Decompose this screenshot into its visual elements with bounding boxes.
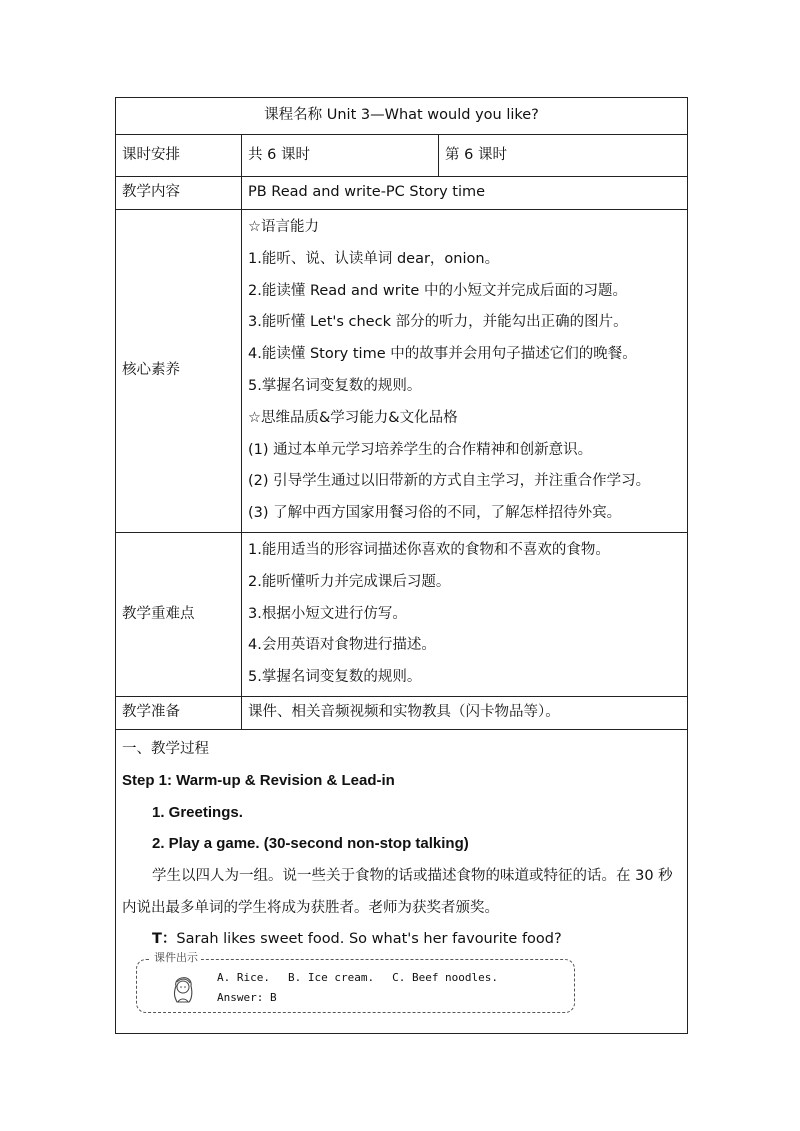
- core-literacy-label: 核心素养: [116, 210, 242, 533]
- difficulty-line: 2.能听懂听力并完成课后习题。: [248, 573, 451, 590]
- option-b: B. Ice cream.: [287, 971, 375, 985]
- schedule-current: 第 6 课时: [439, 135, 688, 177]
- difficulty-line: 1.能用适当的形容词描述你喜欢的食物和不喜欢的食物。: [248, 541, 610, 558]
- core-line: 1.能听、说、认读单词 dear，onion。: [248, 250, 500, 267]
- schedule-label: 课时安排: [116, 135, 242, 177]
- difficulty-line: 3.根据小短文进行仿写。: [248, 605, 407, 622]
- content-value: PB Read and write-PC Story time: [242, 177, 688, 210]
- prep-label: 教学准备: [116, 696, 242, 729]
- courseware-options: [217, 971, 516, 984]
- core-line: (2) 引导学生通过以旧带新的方式自主学习，并注重合作学习。: [248, 473, 651, 490]
- lesson-plan-table: [115, 97, 688, 1034]
- core-line: (1) 通过本单元学习培养学生的合作精神和创新意识。: [248, 441, 593, 458]
- girl-illustration-icon: [167, 970, 199, 1006]
- difficulty-line: 5.掌握名词变复数的规则。: [248, 669, 422, 686]
- option-c: C. Beef noodles.: [392, 971, 499, 985]
- core-line: 2.能读懂 Read and write 中的小短文并完成后面的习题。: [248, 282, 627, 299]
- courseware-answer: Answer: B: [217, 991, 277, 1005]
- step-item-game: 2. Play a game. (30-second non-stop talking): [152, 835, 469, 853]
- core-line: 5.掌握名词变复数的规则。: [248, 377, 422, 394]
- courseware-tag: 课件出示: [151, 951, 201, 964]
- step-item-greetings: 1. Greetings.: [152, 803, 243, 821]
- process-heading: 一、教学过程: [122, 740, 209, 757]
- teaching-process: [116, 729, 688, 1033]
- schedule-total: 共 6 课时: [242, 135, 439, 177]
- teacher-label: T：: [152, 930, 177, 947]
- step-1-heading: Step 1: Warm-up & Revision & Lead-in: [122, 772, 395, 790]
- prep-value: 课件、相关音频视频和实物教具（闪卡物品等）。: [242, 696, 688, 729]
- core-line: ☆语言能力: [248, 219, 319, 235]
- course-title: 课程名称 Unit 3—What would you like?: [116, 98, 688, 135]
- content-label: 教学内容: [116, 177, 242, 210]
- core-literacy-list: [242, 210, 688, 533]
- teacher-text: Sarah likes sweet food. So what's her favourite food?: [176, 930, 562, 947]
- core-line: 3.能听懂 Let's check 部分的听力，并能勾出正确的图片。: [248, 314, 628, 331]
- difficulty-label: 教学重难点: [116, 532, 242, 696]
- option-a: A. Rice.: [217, 971, 270, 985]
- teacher-line: [122, 924, 681, 956]
- core-line: (3) 了解中西方国家用餐习俗的不同，了解怎样招待外宾。: [248, 505, 622, 522]
- core-line: 4.能读懂 Story time 中的故事并会用句子描述它们的晚餐。: [248, 346, 637, 363]
- difficulty-list: [242, 532, 688, 696]
- game-description: 学生以四人为一组。说一些关于食物的话或描述食物的味道或特征的话。在 30 秒内说出最多单词的学生将成为获胜者。老师为获奖者颁奖。: [122, 867, 673, 916]
- difficulty-line: 4.会用英语对食物进行描述。: [248, 637, 436, 654]
- core-line: ☆思维品质&学习能力&文化品格: [248, 409, 458, 426]
- courseware-box: [136, 951, 575, 1013]
